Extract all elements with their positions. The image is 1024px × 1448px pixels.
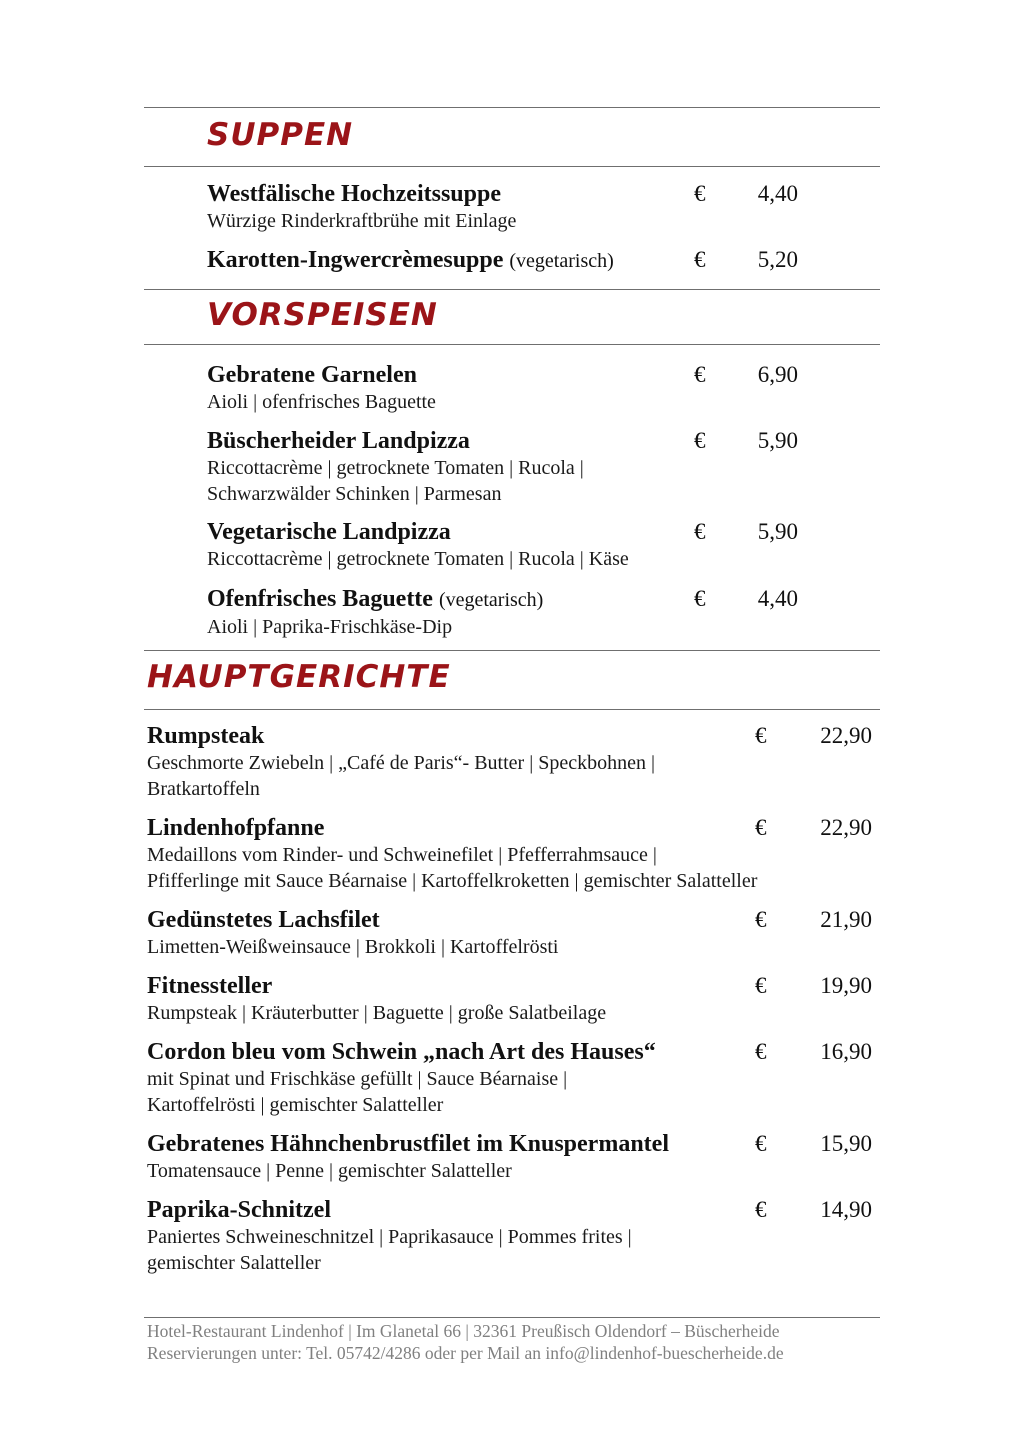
currency-symbol: €: [755, 1131, 767, 1156]
item-name: Rumpsteak: [147, 723, 265, 749]
currency-symbol: €: [694, 247, 706, 272]
item-description: Paniertes Schweineschnitzel | Paprikasauce | Pommes frites |: [147, 1226, 632, 1248]
item-name: Westfälische Hochzeitssuppe: [207, 181, 501, 207]
footer-contact: Reservierungen unter: Tel. 05742/4286 oder per Mail an info@lindenhof-buescherheide.de: [147, 1343, 784, 1363]
item-name: Ofenfrisches Baguette: [207, 586, 433, 612]
item-price: 22,90: [820, 815, 872, 840]
item-description: Rumpsteak | Kräuterbutter | Baguette | große Salatbeilage: [147, 1002, 607, 1024]
item-price: 4,40: [757, 181, 798, 206]
item-price: 5,90: [757, 428, 798, 453]
divider-suppen: [144, 166, 880, 167]
item-description: Limetten-Weißweinsauce | Brokkoli | Kartoffelrösti: [147, 936, 559, 958]
menu-item: [207, 427, 584, 507]
menu-item: [147, 1038, 656, 1118]
currency-symbol: €: [755, 1039, 767, 1064]
footer-address: Hotel-Restaurant Lindenhof | Im Glanetal 66 | 32361 Preußisch Oldendorf – Büscherheide: [147, 1321, 780, 1341]
currency-symbol: €: [755, 1197, 767, 1222]
item-name: Cordon bleu vom Schwein „nach Art des Hauses“: [147, 1039, 656, 1065]
item-description: Geschmorte Zwiebeln | „Café de Paris“- Butter | Speckbohnen |: [147, 752, 655, 774]
item-description: Aioli | ofenfrisches Baguette: [207, 391, 436, 413]
item-name: Gebratene Garnelen: [207, 362, 417, 388]
currency-symbol: €: [694, 428, 706, 453]
currency-symbol: €: [755, 973, 767, 998]
item-description: Würzige Rinderkraftbrühe mit Einlage: [207, 210, 517, 232]
currency-symbol: €: [755, 723, 767, 748]
currency-symbol: €: [694, 362, 706, 387]
item-price: 15,90: [820, 1131, 872, 1156]
footer: [147, 1320, 784, 1364]
item-price: 16,90: [820, 1039, 872, 1064]
currency-symbol: €: [694, 586, 706, 611]
divider-vorspeisen-top: [144, 289, 880, 290]
menu-item: [207, 518, 629, 572]
item-price: 22,90: [820, 723, 872, 748]
item-price: 4,40: [757, 586, 798, 611]
menu-item: [147, 722, 655, 802]
item-name: Karotten-Ingwercrèmesuppe: [207, 247, 504, 273]
item-description: gemischter Salatteller: [147, 1252, 321, 1274]
divider-footer: [144, 1317, 880, 1318]
menu-item: [207, 361, 436, 415]
item-name: Vegetarische Landpizza: [207, 519, 451, 545]
item-price: 21,90: [820, 907, 872, 932]
menu-item: [147, 1130, 669, 1184]
menu-item: [147, 972, 606, 1026]
section-title-hauptgerichte: HAUPTGERICHTE: [147, 659, 451, 695]
currency-symbol: €: [694, 181, 706, 206]
item-name: Büscherheider Landpizza: [207, 428, 470, 454]
section-title-vorspeisen: VORSPEISEN: [207, 297, 438, 333]
item-description: mit Spinat und Frischkäse gefüllt | Sauce Béarnaise |: [147, 1068, 568, 1090]
item-price: 19,90: [820, 973, 872, 998]
item-name: Gedünstetes Lachsfilet: [147, 907, 380, 933]
menu-item: [207, 246, 614, 275]
currency-symbol: €: [755, 815, 767, 840]
item-note: (vegetarisch): [438, 589, 544, 611]
divider-top: [144, 107, 880, 108]
section-title-suppen: SUPPEN: [207, 117, 354, 153]
item-name: Lindenhofpfanne: [147, 815, 325, 841]
menu-item: [147, 814, 757, 894]
menu-item: [207, 180, 516, 234]
currency-symbol: €: [694, 519, 706, 544]
divider-vorspeisen: [144, 344, 880, 345]
currency-symbol: €: [755, 907, 767, 932]
item-description: Tomatensauce | Penne | gemischter Salatteller: [147, 1160, 512, 1182]
item-description: Riccottacrème | getrocknete Tomaten | Rucola | Käse: [207, 548, 629, 570]
item-description: Aioli | Paprika-Frischkäse-Dip: [207, 616, 453, 638]
item-note: (vegetarisch): [509, 250, 614, 272]
item-description: Schwarzwälder Schinken | Parmesan: [207, 483, 502, 505]
item-name: Fitnessteller: [147, 973, 273, 999]
menu-item: [207, 585, 543, 640]
menu-item: [147, 1196, 632, 1276]
item-description: Bratkartoffeln: [147, 778, 260, 800]
item-price: 5,90: [757, 519, 798, 544]
divider-hauptgerichte-top: [144, 650, 880, 651]
item-description: Riccottacrème | getrocknete Tomaten | Rucola |: [207, 457, 584, 479]
menu-item: [147, 906, 558, 960]
item-name: Paprika-Schnitzel: [147, 1197, 331, 1223]
item-name: Gebratenes Hähnchenbrustfilet im Knuspermantel: [147, 1131, 669, 1157]
item-description: Pfifferlinge mit Sauce Béarnaise | Kartoffelkroketten | gemischter Salatteller: [147, 870, 758, 892]
item-price: 5,20: [757, 247, 798, 272]
item-price: 14,90: [820, 1197, 872, 1222]
divider-hauptgerichte: [144, 709, 880, 710]
item-description: Kartoffelrösti | gemischter Salatteller: [147, 1094, 444, 1116]
item-description: Medaillons vom Rinder- und Schweinefilet | Pfefferrahmsauce |: [147, 844, 657, 866]
item-price: 6,90: [757, 362, 798, 387]
